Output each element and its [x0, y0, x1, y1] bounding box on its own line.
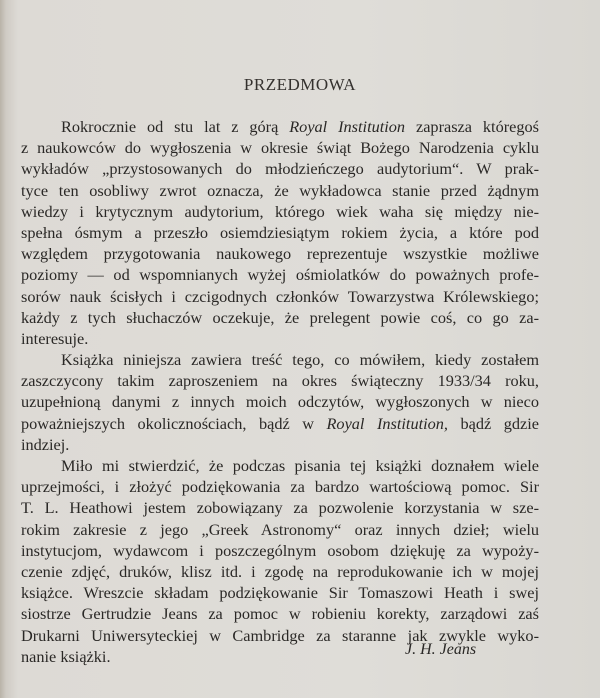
text-line: każdy z tych słuchaczów oczekuje, że prelegent powie coś, co go za- — [21, 307, 539, 327]
text-line: tyce ten osobliwy zwrot oznacza, że wykładowca stanie przed żądnym — [21, 180, 539, 200]
page-title: PRZEDMOWA — [243, 75, 357, 94]
text-line: sorów nauk ścisłych i czcigodnych członków Towarzystwa Królewskiego; — [21, 286, 539, 306]
text-line: z naukowców do wygłoszenia w okresie świąt Bożego Narodzenia cyklu — [21, 138, 539, 158]
text-line: T. L. Heathowi jestem zobowiązany za pozwolenie korzystania w sze- — [21, 498, 539, 518]
text-line: siostrze Gertrudzie Jeans za pomoc w robieniu korekty, zarządowi zaś — [21, 604, 539, 624]
text-line: zaszczycony takim zaproszeniem na okres świąteczny 1933/34 roku, — [21, 371, 539, 391]
italic-name: Royal Institution, — [326, 413, 448, 433]
paragraph — [21, 349, 539, 455]
text-line: wiedzy i krytycznym audytorium, którego wiek waha się między nie- — [21, 201, 539, 221]
text-line: poziomy — od wspomnianych wyżej ośmiolatków do poważnych profe- — [21, 265, 539, 285]
text-line: rokim zakresie z jego „Greek Astronomy“ oraz innych dzieł; wielu — [21, 519, 539, 539]
text-line: Drukarni Uniwersyteckiej w Cambridge za staranne jak zwykle wyko- — [21, 625, 539, 645]
text-line: indziej. — [21, 434, 70, 454]
text-line: książce. Wreszcie składam podziękowanie Sir Tomaszowi Heath i swej — [21, 583, 539, 603]
text-line: wykładów „przystosowanych do młodzieńczego audytorium“. W prak- — [21, 159, 539, 179]
author-signature: J. H. Jeans — [405, 641, 477, 658]
paragraph — [21, 116, 539, 349]
text-line: Książka niniejsza zawiera treść tego, co mówiłem, kiedy zostałem — [61, 350, 539, 370]
text-line: nanie książki. — [21, 646, 111, 666]
preface-body — [21, 116, 539, 667]
text-line: czenie zdjęć, druków, klisz itd. i zgodę na reprodukowanie ich w mojej — [21, 561, 539, 581]
paragraph — [21, 455, 539, 667]
text-line: względem przygotowania naukowego reprezentuje wszystkie możliwe — [21, 244, 539, 264]
text-line: instytucjom, wydawcom i poszczególnym osobom dziękuję za wypoży- — [21, 540, 539, 560]
text-line: uzupełnioną danymi z innych moich odczytów, wygłoszonych w nieco — [21, 392, 539, 412]
text-line: uprzejmości, i złożyć podziękowania za bardzo wartościową pomoc. Sir — [21, 477, 539, 497]
text-line: Miło mi stwierdzić, że podczas pisania tej książki doznałem wiele — [61, 456, 539, 475]
text-line: poważniejszych okolicznościach, bądź w Royal Institution, bądź gdzie — [21, 413, 540, 433]
text-line: spełna ósmym a przeszło osiemdziesiątym rokiem życia, a które pod — [21, 222, 539, 242]
text-line: interesuje. — [21, 328, 89, 348]
text-line: Rokrocznie od stu lat z górą Royal Institution zaprasza któregoś — [61, 117, 539, 136]
italic-name: Royal Institution — [289, 117, 406, 136]
